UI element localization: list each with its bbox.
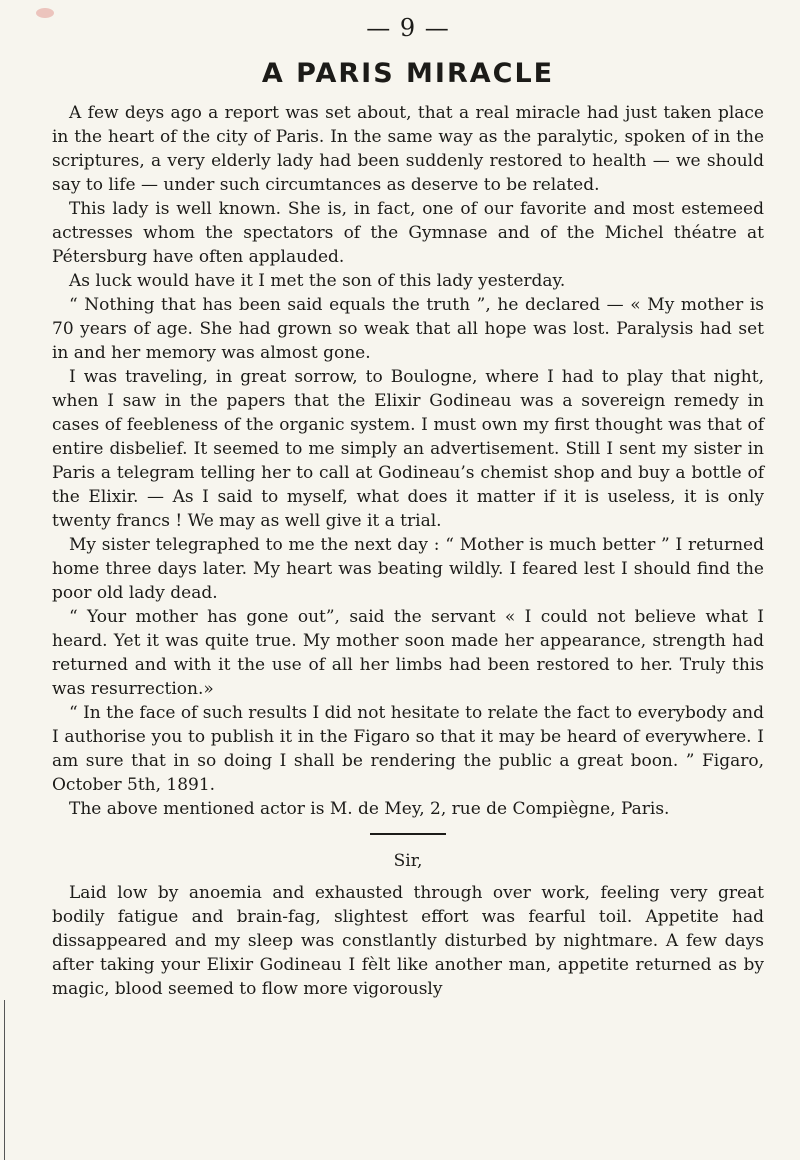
paragraph-4: “ Nothing that has been said equals the truth ”, he declared — « My mother is 70 years of age. She had grown so weak that all hope was lost. Paralysis had set in and her memory was almost gone. [52,295,764,363]
paragraph-3: As luck would have it I met the son of this lady yesterday. [69,271,566,291]
paragraph-8: “ In the face of such results I did not hesitate to relate the fact to everybody and I authorise you to publish it in the Figaro so that it may be heard of everywhere. I am sure that in so doing I shall be rendering the public a great boon. ” Figaro, October 5th, 1891. [52,703,764,795]
paragraph-6: My sister telegraphed to me the next day : “ Mother is much better ” I returned home three days later. My heart was beating wildly. I feared lest I should find the poor old lady dead. [52,535,764,603]
paragraph-9: The above mentioned actor is M. de Mey, 2, rue de Compiègne, Paris. [69,799,670,819]
page-number: — 9 — [366,14,450,42]
paragraph-2: This lady is well known. She is, in fact, one of our favorite and most estemeed actresses whom the spectators of the Gymnase and of the Michel théatre at Pétersburg have often applauded. [52,199,764,267]
letter-salutation: Sir, [393,851,423,871]
paragraph-5: I was traveling, in great sorrow, to Boulogne, where I had to play that night, when I saw in the papers that the Elixir Godineau was a sovereign remedy in cases of feebleness of the organic system. I must own my first thought was that of entire disbelief. It seemed to me simply an advertisement. Still I sent my sister in Paris a telegram telling her to call at Godineau’s chemist shop and buy a bottle of the Elixir. — As I said to myself, what does it matter if it is useless, it is only twenty francs ! We may as well give it a trial. [52,367,764,531]
section-divider [370,833,446,835]
article-body [52,101,764,821]
article-title: A PARIS MIRACLE [261,58,555,89]
paragraph-7: “ Your mother has gone out”, said the servant « I could not believe what I heard. Yet it was quite true. My mother soon made her appearance, strength had returned and with it the use of all her limbs had been restored to her. Truly this was resurrection.» [52,607,764,699]
paragraph-1: A few deys ago a report was set about, that a real miracle had just taken place in the heart of the city of Paris. In the same way as the paralytic, spoken of in the scriptures, a very elderly lady had been suddenly restored to health — we should say to life — under such circumtances as deserve to be related. [52,103,764,195]
page-edge-line [4,1000,5,1160]
document-page [52,14,764,1001]
letter-paragraph: Laid low by anoemia and exhausted through over work, feeling very great bodily fatigue and brain-fag, slightest effort was fearful toil. Appetite had dissappeared and my sleep was constlantly disturbed by nightmare. A few days after taking your Elixir Godineau I fèlt like another man, appetite returned as by magic, blood seemed to flow more vigorously [52,883,764,999]
